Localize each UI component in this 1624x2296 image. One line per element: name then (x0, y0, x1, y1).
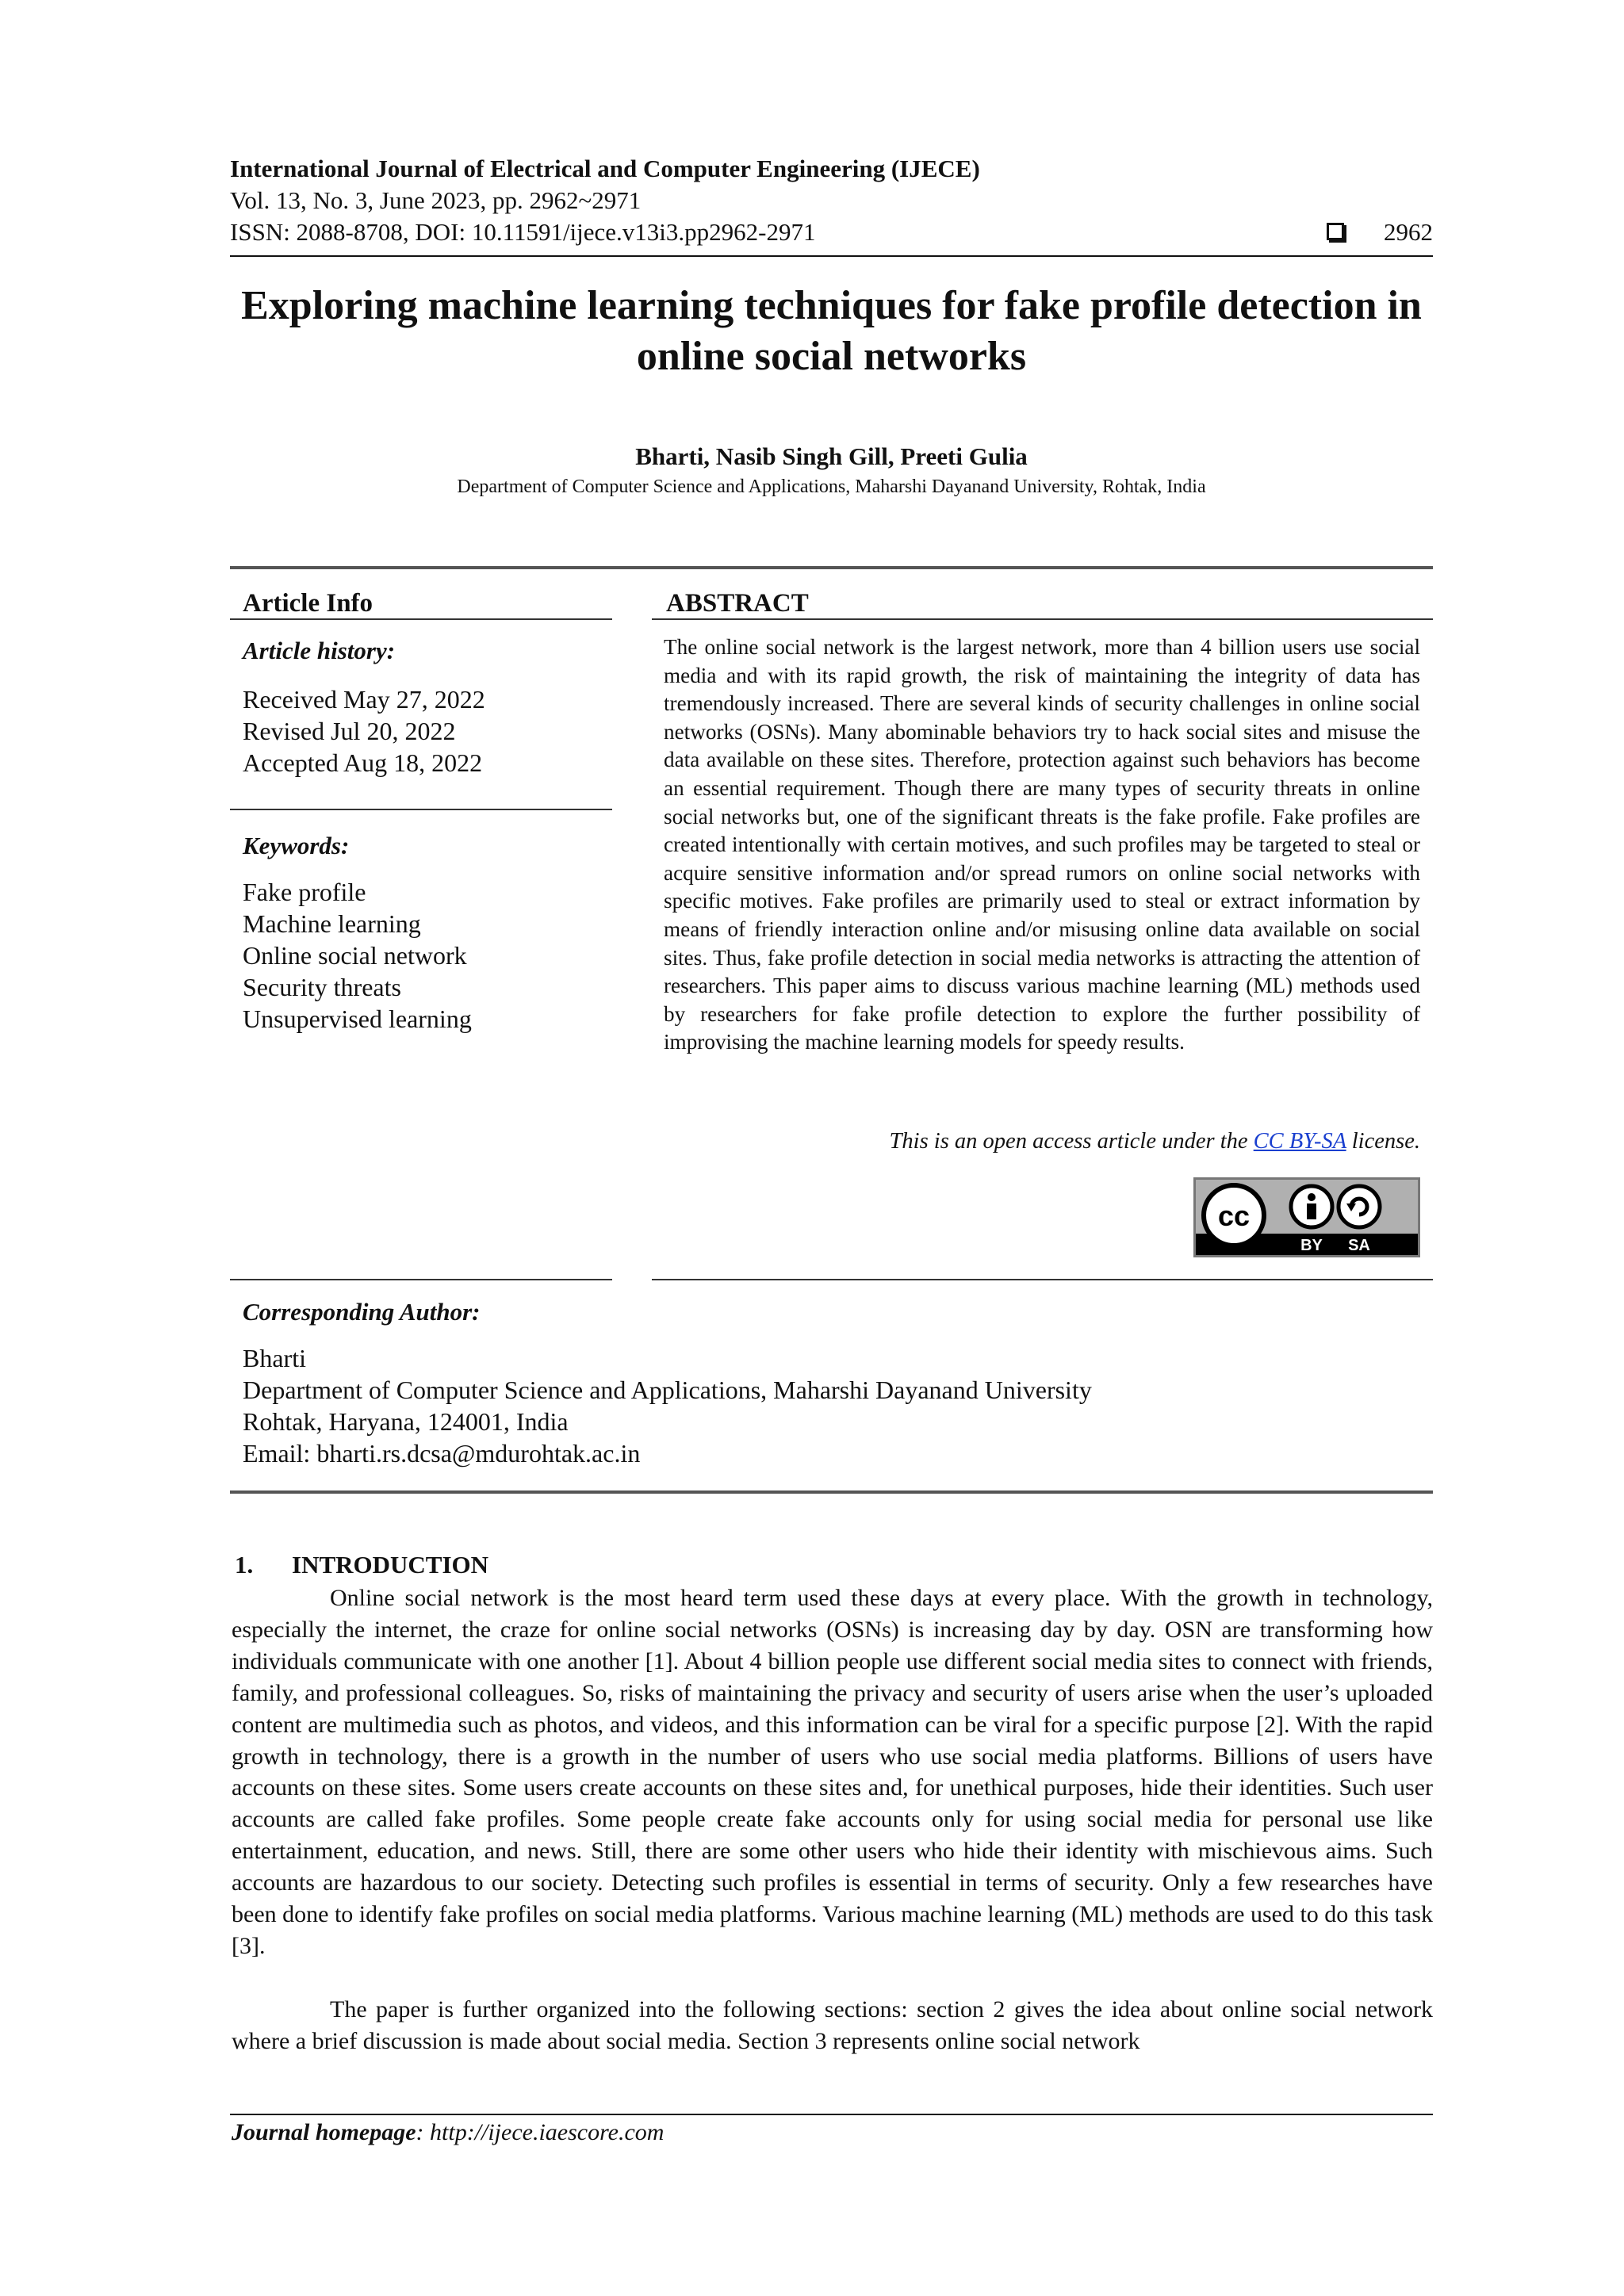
homepage-url[interactable]: : http://ijece.iaescore.com (416, 2119, 665, 2145)
license-prefix: This is an open access article under the (889, 1129, 1254, 1154)
corresponding-author-label: Corresponding Author: (243, 1298, 481, 1326)
keyword-item: Fake profile (243, 878, 366, 906)
info-box-top-rule (230, 566, 1433, 569)
abstract-rule (652, 618, 1433, 620)
license-link[interactable]: CC BY-SA (1253, 1129, 1346, 1154)
author-name: Bharti (243, 1344, 306, 1372)
section-title: INTRODUCTION (292, 1551, 489, 1578)
paper-title: Exploring machine learning techniques for fake profile detection in online social networks (241, 283, 1422, 379)
corresponding-author-details (243, 1342, 1432, 1469)
footer-divider (230, 2114, 1433, 2115)
author-department: Department of Computer Science and Applications, Maharshi Dayanand University (243, 1376, 1092, 1404)
abstract-text: The online social network is the largest network, more than 4 billion users use social media and with its rapid growth, the risk of maintaining the integrity of data has tremendously increased. There are several kinds of security challenges in online social networks (OSNs). Many abominable behaviors try to hack social sites and misuse the data available on these sites. Therefore, protection against such behaviors has become an essential requirement. Though there are many types of security threats in online social networks but, one of the significant threats is the fake profile. Fake profiles are created intentionally with certain motives, and such profiles may be targeted to steal or acquire sensitive information and/or spread rumors on online social networks with specific motives. Fake profiles are primarily used to steal or extract information by means of friendly interaction online and/or misusing online data available on social sites. Thus, fake profile detection in social media networks is attracting the attention of researchers. This paper aims to discuss various machine learning (ML) methods used by researchers for fake profile detection to explore the further possibility of improvising the machine learning models for speedy results. (664, 635, 1420, 1054)
history-divider (230, 809, 612, 810)
received-date: Received May 27, 2022 (243, 685, 485, 714)
abstract-heading: ABSTRACT (666, 589, 809, 618)
header-divider (230, 255, 1433, 257)
article-info-heading: Article Info (243, 589, 373, 618)
keyword-item: Machine learning (243, 909, 421, 938)
keyword-item: Online social network (243, 941, 467, 970)
homepage-label: Journal homepage (232, 2119, 416, 2145)
keywords-label: Keywords: (243, 832, 350, 859)
cc-by-sa-badge-icon[interactable] (1193, 1177, 1420, 1257)
article-info-bottom-rule (230, 1279, 612, 1280)
page-number: 2962 (1384, 218, 1433, 246)
affiliation: Department of Computer Science and Applications, Maharshi Dayanand University, Rohtak, India (457, 476, 1206, 497)
journal-name: International Journal of Electrical and Computer Engineering (IJECE) (230, 155, 980, 182)
author-address: Rohtak, Haryana, 124001, India (243, 1407, 569, 1436)
article-history-label: Article history: (243, 637, 396, 664)
accepted-date: Accepted Aug 18, 2022 (243, 748, 483, 777)
journal-homepage (232, 2118, 664, 2147)
keyword-item: Unsupervised learning (243, 1004, 472, 1033)
box-bullet-icon (1327, 223, 1344, 240)
abstract-bottom-rule (652, 1279, 1433, 1280)
authors: Bharti, Nasib Singh Gill, Preeti Gulia (635, 442, 1028, 470)
license-suffix: license. (1346, 1129, 1420, 1154)
intro-paragraph: The paper is further organized into the following sections: section 2 gives the idea about online social network where a brief discussion is made about social media. Section 3 represents online social network (232, 1996, 1433, 2054)
by-text: BY (1300, 1237, 1323, 1254)
cc-text: cc (1217, 1200, 1251, 1232)
section-number: 1. (235, 1551, 254, 1578)
info-box-bottom-rule (230, 1490, 1433, 1494)
issn-line: ISSN: 2088-8708, DOI: 10.11591/ijece.v13i3.pp2962-2971 (230, 218, 816, 246)
intro-paragraph: Online social network is the most heard term used these days at every place. With the growth in technology, especially the internet, the craze for online social networks (OSNs) is increasing day by day. OSN are transforming how individuals communicate with one another [1]. About 4 billion people use different social media sites to connect with friends, family, and professional colleagues. So, risks of maintaining the privacy and security of users arise when the user’s uploaded content are multimedia such as photos, and videos, and this information can be viral for a specific purpose [2]. With the rapid growth in technology, there is a growth in the number of users who use social media platforms. Billions of users have accounts on these sites. Some users create accounts on these sites and, for unethical purposes, hide their identities. Such user accounts are called fake profiles. Some people create fake accounts only for using social media for personal use like entertainment, education, and news. Still, there are some other users who hide their identity with mischievous aims. Such accounts are hazardous to our society. Detecting such profiles is essential in terms of security. Only a few researches have been done to identify fake profiles on social media platforms. Various machine learning (ML) methods are used to do this task [3]. (232, 1585, 1433, 1959)
volume-line: Vol. 13, No. 3, June 2023, pp. 2962~2971 (230, 186, 642, 214)
sa-text: SA (1348, 1237, 1370, 1254)
keyword-item: Security threats (243, 973, 401, 1001)
revised-date: Revised Jul 20, 2022 (243, 717, 456, 745)
introduction-heading (235, 1551, 488, 1579)
article-info-rule (230, 618, 612, 620)
author-email: Email: bharti.rs.dcsa@mdurohtak.ac.in (243, 1439, 641, 1468)
open-access-note (664, 1128, 1420, 1155)
